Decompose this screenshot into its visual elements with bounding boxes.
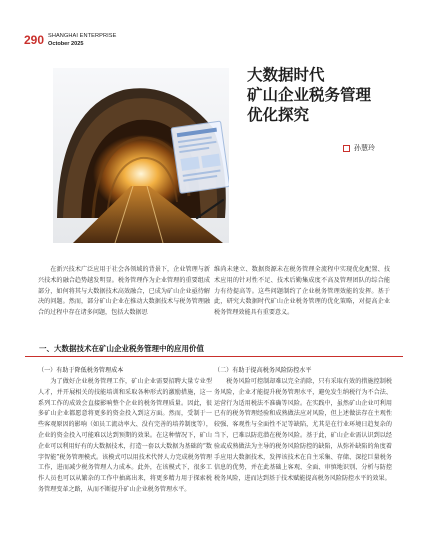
- title-line: 矿山企业税务管理: [247, 86, 372, 104]
- intro-text-left: 在新兴技术广泛应用于社会各领域的背景下，企业管理与新兴技术的融合趋势越发明显。税务管理作为企业管理的重要组成部分，如何将其与大数据技术高效融合，已成为矿山企业亟待解决的问题。然而，部分矿山企业在推动大数据技术与税务管理融合的过程中存在诸多问题，包括大数据思: [38, 266, 210, 317]
- section-heading-bar: [25, 343, 403, 357]
- body-text-right: 税务风险可控制却难以完全消除，只有采取有效的措施控制税务风险，企业才能提升税务管理水平，避免发生纳税行为不合法、运营行为适用税法不准确等风险。在实践中，虽然矿山企业可利用已有的税务管理经验和成熟做法应对风险，但上述做法存在主观性较强、客观性与全面性不足等缺陷，尤其是在行业环境日趋复杂的当下，已难以防范潜在税务风险。基于此，矿山企业需认识到以经验或成熟做法为主导的税务风险防控的缺陷，从弥补缺陷的角度着手应用大数据技术，发挥该技术在自主采集、存储、深挖巨量税务信息的优势，并在此基础上客观、全面、审慎地识别、分析与防控税务风险，进而达到基于技术赋能提高税务风险防控水平的效果。: [214, 378, 392, 483]
- issue-date: October 2025: [48, 41, 84, 47]
- title-line: 大数据时代: [247, 66, 325, 84]
- body-paragraph-right: [214, 377, 392, 552]
- article-title: [247, 65, 417, 125]
- author-name: 孙慧玲: [354, 144, 375, 152]
- body-paragraph-left: [38, 377, 212, 552]
- intro-paragraph-right: [214, 265, 390, 330]
- magazine-name: SHANGHAI ENTERPRISE: [48, 33, 117, 39]
- section-title: 一、大数据技术在矿山企业税务管理中的应用价值: [39, 344, 204, 353]
- subheading-right: （二）有助于提高税务风险防控水平: [214, 367, 312, 374]
- body-text-left: 为了做好企业税务管理工作，矿山企业需要招聘大量专业型人才，并开展相关的技能培训和采取各种形式的激励措施，这一系列工作的成效会直接影响整个企业的税务管理质量。因此，很多矿山企业都愿意将更多的资金投入到这方面。然而，受制于一些客观原因的影响（如员工流动率大、没有完善的培养制度等），企业的资金投入可能难以达到预期的效果。在这种情况下，矿山企业可以利用好有的大数据技术，打造一套以大数据为基础的“数字智能”税务管理模式。该模式可以用技术代替人力完成税务管理工作，进而减少税务管理人力成本。此外，在该模式下，很多工作人员也可以从繁杂的工作中抽离出来，将更多精力用于探索税务管理变革之路，从而不断提升矿山企业税务管理水平。: [38, 378, 212, 493]
- hero-image: [53, 68, 229, 243]
- intro-text-right: 维尚未建立、数据资源未在税务管理全流程中实现优化配置、技术应用的针对性不足、技术后勤集成度不高及管理团队的综合能力有待提高等。这些问题制约了企业税务管理效能的发挥。基于此，研究大数据时代矿山企业税务管理的优化策略，对提高企业税务管理效能具有重要意义。: [214, 266, 390, 317]
- author-byline: [343, 143, 375, 153]
- subheading-left: （一）有助于降低税务管理成本: [38, 367, 124, 374]
- intro-paragraph-left: [38, 265, 210, 330]
- page-number: 290: [24, 33, 45, 47]
- author-square-icon: [343, 145, 350, 152]
- title-line: 优化探究: [247, 106, 310, 124]
